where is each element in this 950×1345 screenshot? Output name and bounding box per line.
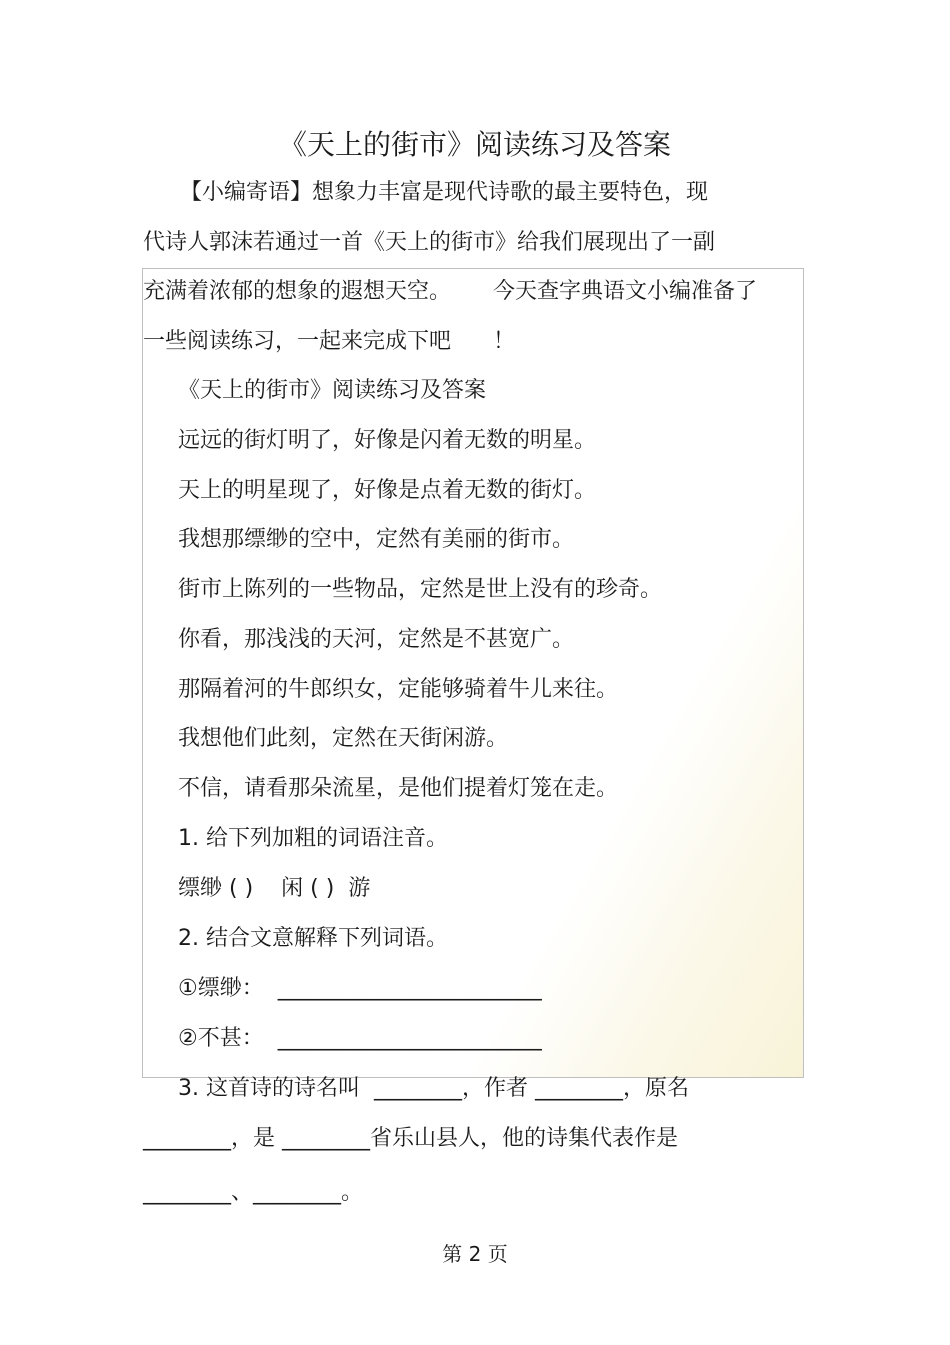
question-2: 2. 结合文意解释下列词语。	[178, 926, 448, 951]
poem-line: 我想他们此刻，定然在天街闲游。	[178, 726, 509, 751]
intro-line-1: 【小编寄语】想象力丰富是现代诗歌的最主要特色，现	[180, 180, 709, 205]
question-2-item-b: ②不甚： ________________________	[178, 1026, 542, 1051]
intro-line-4: 一些阅读练习，一起来完成下吧 ！	[143, 329, 515, 354]
question-2-item-a: ①缥缈： ________________________	[178, 976, 542, 1001]
poem-line: 那隔着河的牛郎织女，定能够骑着牛儿来往。	[178, 677, 619, 702]
document-title: 《天上的街市》阅读练习及答案	[278, 128, 671, 161]
question-3-line-2: ________，是 ________省乐山县人，他的诗集代表作是	[143, 1126, 678, 1151]
poem-line: 远远的街灯明了，好像是闪着无数的明星。	[178, 428, 597, 453]
question-3-line-3: ________、________。	[143, 1180, 364, 1205]
section-subtitle: 《天上的街市》阅读练习及答案	[178, 378, 487, 403]
poem-line: 不信，请看那朵流星，是他们提着灯笼在走。	[178, 776, 619, 801]
poem-line: 天上的明星现了，好像是点着无数的街灯。	[178, 478, 597, 503]
question-3-line-1: 3. 这首诗的诗名叫 ________，作者 ________，原名	[178, 1076, 689, 1101]
poem-line: 街市上陈列的一些物品，定然是世上没有的珍奇。	[178, 577, 663, 602]
intro-line-3: 充满着浓郁的想象的遐想天空。 今天查字典语文小编准备了	[143, 279, 757, 304]
page-number: 第 2 页	[442, 1242, 508, 1266]
poem-line: 我想那缥缈的空中，定然有美丽的街市。	[178, 527, 575, 552]
poem-line: 你看，那浅浅的天河，定然是不甚宽广。	[178, 627, 575, 652]
intro-line-2: 代诗人郭沫若通过一首《天上的街市》给我们展现出了一副	[143, 230, 716, 255]
question-1-blanks: 缥缈 ( ) 闲 ( ) 游	[178, 876, 371, 901]
question-1: 1. 给下列加粗的词语注音。	[178, 826, 448, 851]
